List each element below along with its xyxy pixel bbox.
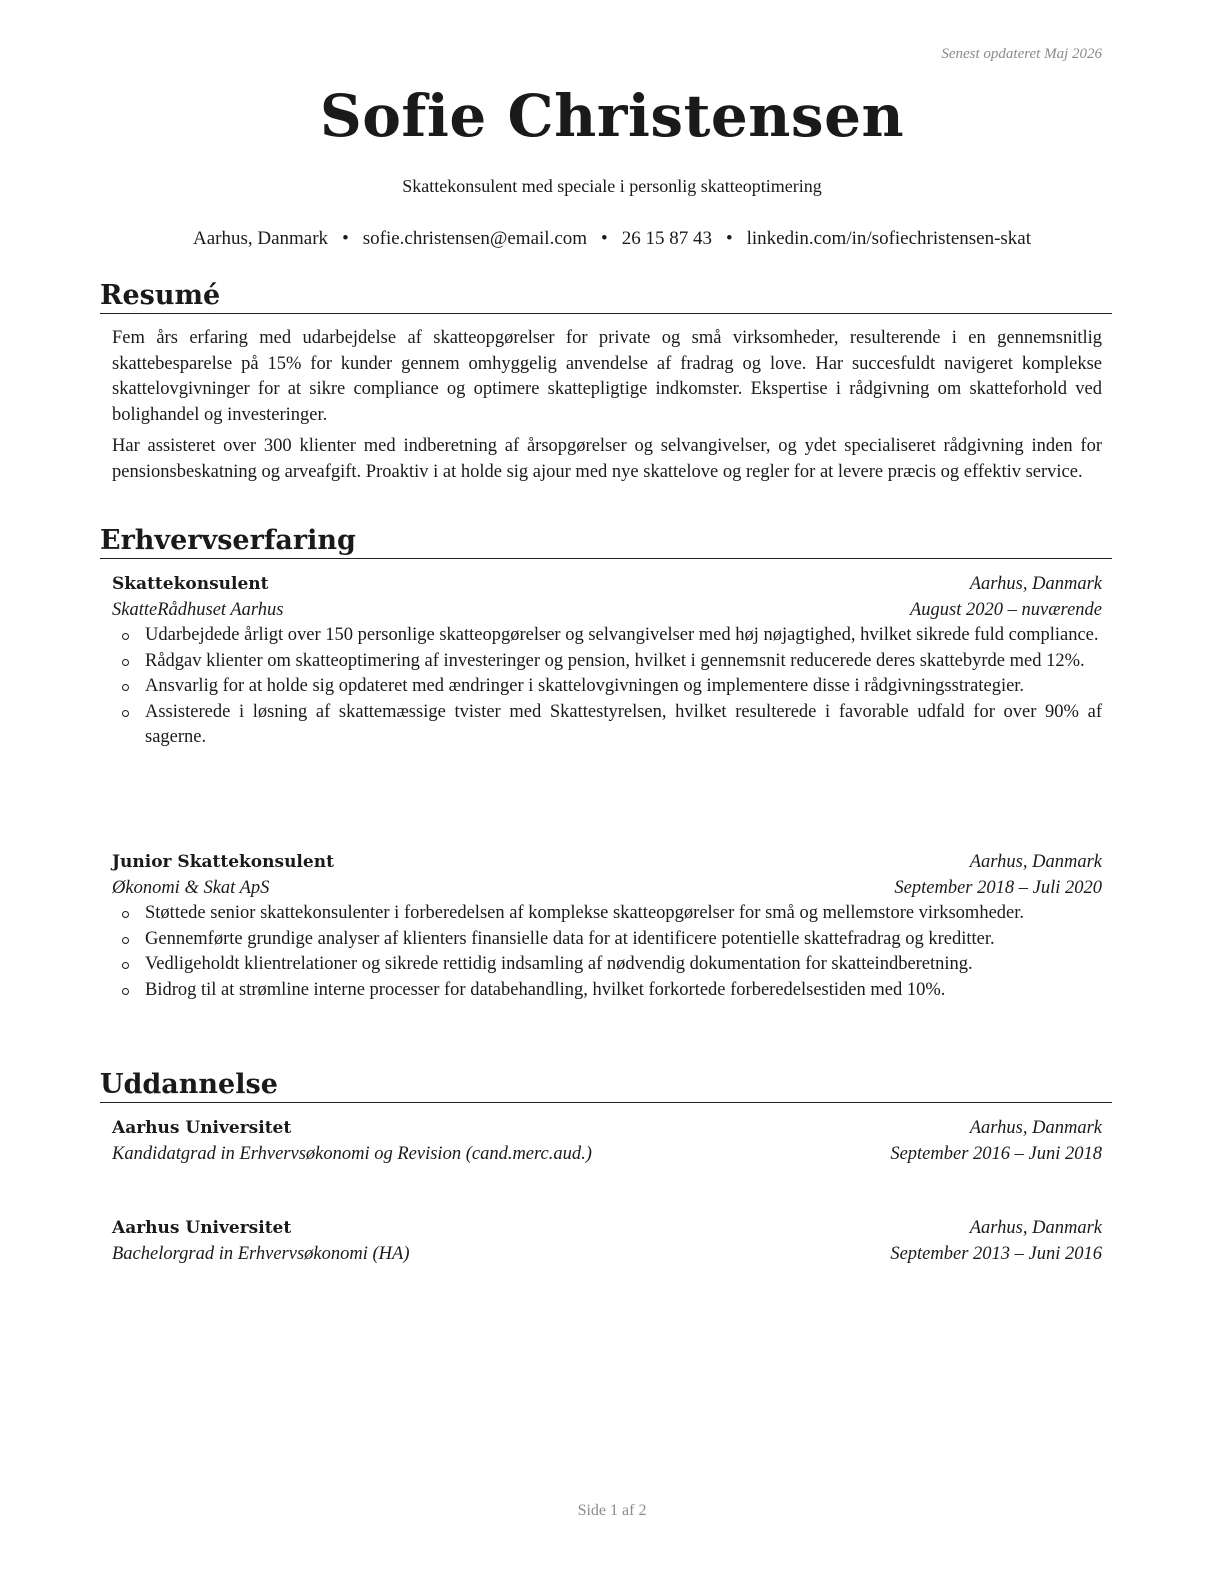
contact-separator: • [601, 228, 608, 249]
job-bullets [112, 623, 1102, 751]
headline: Skattekonsulent med speciale i personlig skatteoptimering [402, 176, 822, 196]
section-title-summary: Resumé [100, 280, 1112, 314]
education-entry [112, 1216, 1102, 1267]
job-role: Skattekonsulent [112, 574, 269, 594]
education-location: Aarhus, Danmark [969, 1118, 1102, 1138]
summary-paragraph: Har assisteret over 300 klienter med indberetning af årsopgørelser og selvangivelser, og ydet specialiseret rådgivning inden for pensionsbeskatning og arveafgift. Proaktiv i at holde sig ajour med nye skattelove og regler for at levere præcis og effektiv service. [112, 436, 1102, 482]
last-updated: Senest opdateret Maj 2026 [941, 46, 1102, 62]
list-item: Støttede senior skattekonsulenter i forberedelsen af komplekse skatteopgørelser for små og mellemstore virksomheder. [112, 901, 1102, 927]
job-dates: August 2020 – nuværende [909, 599, 1102, 620]
list-item: Bidrog til at strømline interne processer for databehandling, hvilket forkortede forberedelsestiden med 10%. [112, 978, 1102, 1004]
job-entry [112, 850, 1102, 1003]
job-entry [112, 572, 1102, 751]
job-company: Økonomi & Skat ApS [112, 877, 270, 898]
circle-bullet-icon [122, 962, 129, 969]
circle-bullet-icon [122, 988, 129, 995]
job-bullets [112, 901, 1102, 1003]
circle-bullet-icon [122, 659, 129, 666]
education-school: Aarhus Universitet [112, 1218, 292, 1238]
contact-separator: • [725, 228, 733, 249]
candidate-name: Sofie Christensen [319, 82, 905, 150]
job-role: Junior Skattekonsulent [112, 852, 334, 872]
list-item: Vedligeholdt klientrelationer og sikrede rettidig indsamling af nødvendig dokumentation for skatteindberetning. [112, 952, 1102, 978]
education-degree: Kandidatgrad in Erhvervsøkonomi og Revision (cand.merc.aud.) [112, 1143, 592, 1164]
education-dates: September 2016 – Juni 2018 [890, 1143, 1102, 1164]
circle-bullet-icon [122, 911, 129, 918]
contact-linkedin[interactable]: linkedin.com/in/sofiechristensen-skat [746, 228, 1032, 249]
circle-bullet-icon [122, 710, 129, 717]
education-degree: Bachelorgrad in Erhvervsøkonomi (HA) [112, 1243, 410, 1264]
section-title-education: Uddannelse [100, 1069, 1112, 1103]
summary-paragraph: Fem års erfaring med udarbejdelse af skatteopgørelser for private og små virksomheder, resulterende i en gennemsnitlig skattebesparelse på 15% for kunder gennem omhyggelig anvendelse af fradrag og love. Har succesfuldt navigeret komplekse skattelovgivninger for at sikre compliance og optimere skattepligtige indkomster. Ekspertise i rådgivning om skatteforhold ved bolighandel og investeringer. [112, 328, 1102, 425]
contact-separator: • [342, 228, 349, 249]
summary-section [112, 326, 1102, 491]
education-school: Aarhus Universitet [112, 1118, 292, 1138]
contact-location: Aarhus, Danmark [192, 228, 329, 249]
list-item: Rådgav klienter om skatteoptimering af investeringer og pension, hvilket i gennemsnit reducerede deres skattebyrde med 12%. [112, 649, 1102, 675]
section-title-experience: Erhvervserfaring [100, 525, 1112, 559]
list-item: Udarbejdede årligt over 150 personlige skatteopgørelser og selvangivelser med høj nøjagtighed, hvilket sikrede fuld compliance. [112, 623, 1102, 649]
education-location: Aarhus, Danmark [969, 1218, 1102, 1238]
contact-email[interactable]: sofie.christensen@email.com [362, 228, 588, 249]
list-item: Assisterede i løsning af skattemæssige tvister med Skattestyrelsen, hvilket resulterede i favorable udfald for over 90% af sagerne. [112, 700, 1102, 751]
education-entry [112, 1116, 1102, 1167]
job-location: Aarhus, Danmark [969, 852, 1102, 872]
job-company: SkatteRådhuset Aarhus [112, 599, 284, 620]
circle-bullet-icon [122, 937, 129, 944]
list-item: Ansvarlig for at holde sig opdateret med ændringer i skattelovgivningen og implementere disse i rådgivningsstrategier. [112, 674, 1102, 700]
contact-line [0, 228, 1224, 250]
education-dates: September 2013 – Juni 2016 [890, 1243, 1102, 1264]
job-location: Aarhus, Danmark [969, 574, 1102, 594]
contact-phone: 26 15 87 43 [621, 228, 712, 249]
circle-bullet-icon [122, 684, 129, 691]
circle-bullet-icon [122, 633, 129, 640]
list-item: Gennemførte grundige analyser af klienters finansielle data for at identificere potentielle skattefradrag og kreditter. [112, 927, 1102, 953]
job-dates: September 2018 – Juli 2020 [894, 877, 1102, 898]
page-number: Side 1 af 2 [577, 1502, 647, 1519]
